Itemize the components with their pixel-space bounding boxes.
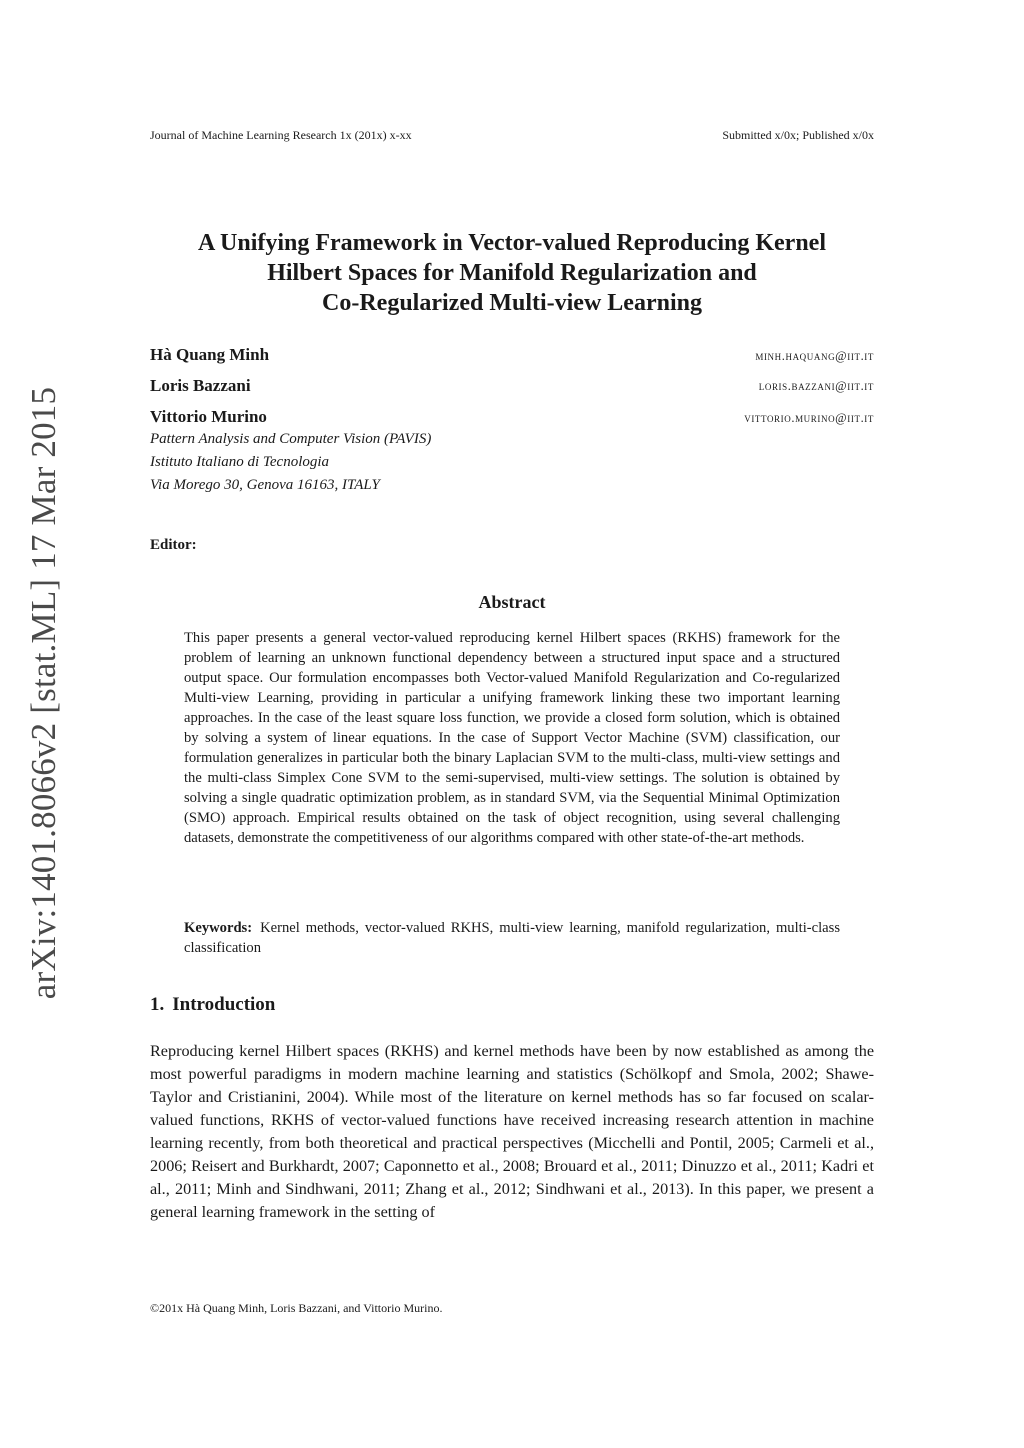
affiliation-line-2: Istituto Italiano di Tecnologia (150, 454, 330, 470)
abstract-heading: Abstract (478, 592, 546, 612)
title-line-3: Co-Regularized Multi-view Learning (322, 290, 702, 316)
author-email-2: loris.bazzani@iit.it (758, 379, 874, 393)
keywords (184, 918, 840, 958)
keywords-text: Kernel methods, vector-valued RKHS, multi-view learning, manifold regularization, multi-class classification (184, 920, 840, 956)
section-number: 1. (150, 994, 165, 1015)
author-name-2: Loris Bazzani (150, 376, 251, 395)
journal-header: Journal of Machine Learning Research 1x (201x) x-xx (150, 128, 412, 142)
title-line-1: A Unifying Framework in Vector-valued Reproducing Kernel (198, 230, 826, 256)
author-name-1: Hà Quang Minh (150, 345, 270, 364)
paper-title (150, 228, 874, 318)
author-email-1: minh.haquang@iit.it (755, 349, 874, 363)
introduction-text: Reproducing kernel Hilbert spaces (RKHS) and kernel methods have been by now established as among the most powerful paradigms in modern machine learning and statistics (Schölkopf and Smola, 2002; Shawe-Taylor and Cristianini, 2004). While most of the literature on kernel methods has so far focused on scalar-valued functions, RKHS of vector-valued functions have received increasing research attention in machine learning recently, from both theoretical and practical perspectives (Micchelli and Pontil, 2005; Carmeli et al., 2006; Reisert and Burkhardt, 2007; Caponnetto et al., 2008; Brouard et al., 2011; Dinuzzo et al., 2011; Kadri et al., 2011; Minh and Sindhwani, 2011; Zhang et al., 2012; Sindhwani et al., 2013). In this paper, we present a general learning framework in the setting of (150, 1042, 874, 1221)
keywords-label: Keywords: (184, 920, 253, 936)
arxiv-identifier: arXiv:1401.8066v2 [stat.ML] 17 Mar 2015 (24, 386, 63, 1000)
author-name-3: Vittorio Murino (150, 407, 267, 426)
section-title: Introduction (172, 994, 276, 1015)
title-line-2: Hilbert Spaces for Manifold Regularization and (267, 260, 757, 286)
section-heading (150, 994, 275, 1016)
abstract-text: This paper presents a general vector-valued reproducing kernel Hilbert spaces (RKHS) framework for the problem of learning an unknown functional dependency between a structured input space and a structured output space. Our formulation encompasses both Vector-valued Manifold Regularization and Co-regularized Multi-view Learning, providing in particular a unifying framework linking these two important learning approaches. In the case of the least square loss function, we provide a closed form solution, which is obtained by solving a system of linear equations. In the case of Support Vector Machine (SVM) classification, our formulation generalizes in particular both the binary Laplacian SVM to the multi-class, multi-view settings and the multi-class Simplex Cone SVM to the semi-supervised, multi-view settings. The solution is obtained by solving a single quadratic optimization problem, as in standard SVM, via the Sequential Minimal Optimization (SMO) approach. Empirical results obtained on the task of object recognition, using several challenging datasets, demonstrate the competitiveness of our algorithms compared with other state-of-the-art methods. (184, 630, 840, 846)
affiliation-line-1: Pattern Analysis and Computer Vision (PAVIS) (150, 431, 432, 447)
affiliation-line-3: Via Morego 30, Genova 16163, ITALY (150, 477, 380, 493)
submission-info: Submitted x/0x; Published x/0x (722, 128, 874, 142)
author-email-3: vittorio.murino@iit.it (744, 411, 874, 425)
editor-label: Editor: (150, 537, 197, 553)
copyright-footer: ©201x Hà Quang Minh, Loris Bazzani, and Vittorio Murino. (150, 1301, 443, 1315)
